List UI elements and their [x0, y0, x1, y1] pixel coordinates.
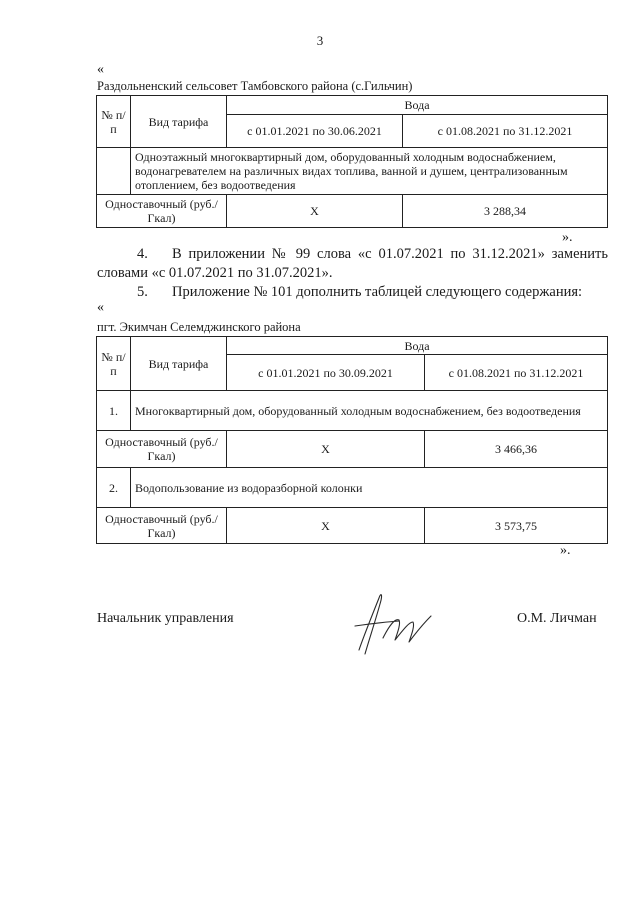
table1-row-num [97, 148, 131, 195]
table2-row2-tariff-label: Одноставочный (руб./Гкал) [97, 508, 227, 544]
table2-row1-description: Многоквартирный дом, оборудованный холодным водоснабжением, без водоотведения [131, 391, 608, 431]
close-quote-1: ». [562, 230, 573, 245]
table2-row2-value2: 3 573,75 [425, 508, 608, 544]
table2-header-water: Вода [227, 337, 608, 355]
table1-row-tariff-label: Одноставочный (руб./Гкал) [97, 195, 227, 228]
table1-header-period2: с 01.08.2021 по 31.12.2021 [403, 115, 608, 148]
table2-row1-num: 1. [97, 391, 131, 431]
table2-row2-num: 2. [97, 468, 131, 508]
table2-row1-value1: Х [227, 431, 425, 468]
item5-number: 5. [137, 284, 148, 300]
table2-row1-tariff-label: Одноставочный (руб./Гкал) [97, 431, 227, 468]
page-number: 3 [316, 33, 324, 48]
item4-number: 4. [137, 246, 148, 262]
item5-text: Приложение № 101 дополнить таблицей следующего содержания: [172, 284, 583, 300]
table2 [96, 336, 608, 544]
table2-caption: пгт. Экимчан Селемджинского района [97, 320, 301, 334]
table2-row2-value1: Х [227, 508, 425, 544]
table2-header-tariff-type: Вид тарифа [131, 337, 227, 391]
table1-row-value1: Х [227, 195, 403, 228]
table1-caption: Раздольненский сельсовет Тамбовского района (с.Гильчин) [97, 79, 413, 93]
table1-row-description: Одноэтажный многоквартирный дом, оборудованный холодным водоснабжением, водонагревателем на различных видах топлива, ванной и душем, централизованным отоплением, без водоотведения [131, 148, 608, 195]
item4-line2: словами «с 01.07.2021 по 31.07.2021». [97, 265, 333, 281]
open-quote-2: « [97, 300, 104, 315]
table2-header-period2: с 01.08.2021 по 31.12.2021 [425, 355, 608, 391]
table1-header-water: Вода [227, 96, 608, 115]
signatory-position: Начальник управления [97, 611, 234, 626]
signatory-name: О.М. Личман [517, 611, 597, 626]
table1 [96, 95, 608, 228]
table1-row-value2: 3 288,34 [403, 195, 608, 228]
signature-scribble [345, 588, 440, 668]
open-quote: « [97, 62, 104, 77]
table1-header-num: № п/п [97, 96, 131, 148]
table2-row2-description: Водопользование из водоразборной колонки [131, 468, 608, 508]
close-quote-2: ». [560, 543, 571, 558]
item4-line1: В приложении № 99 слова «с 01.07.2021 по 31.12.2021» заменить [172, 246, 608, 262]
table2-row1-value2: 3 466,36 [425, 431, 608, 468]
table1-header-period1: с 01.01.2021 по 30.06.2021 [227, 115, 403, 148]
table2-header-num: № п/п [97, 337, 131, 391]
table1-header-tariff-type: Вид тарифа [131, 96, 227, 148]
table2-header-period1: с 01.01.2021 по 30.09.2021 [227, 355, 425, 391]
